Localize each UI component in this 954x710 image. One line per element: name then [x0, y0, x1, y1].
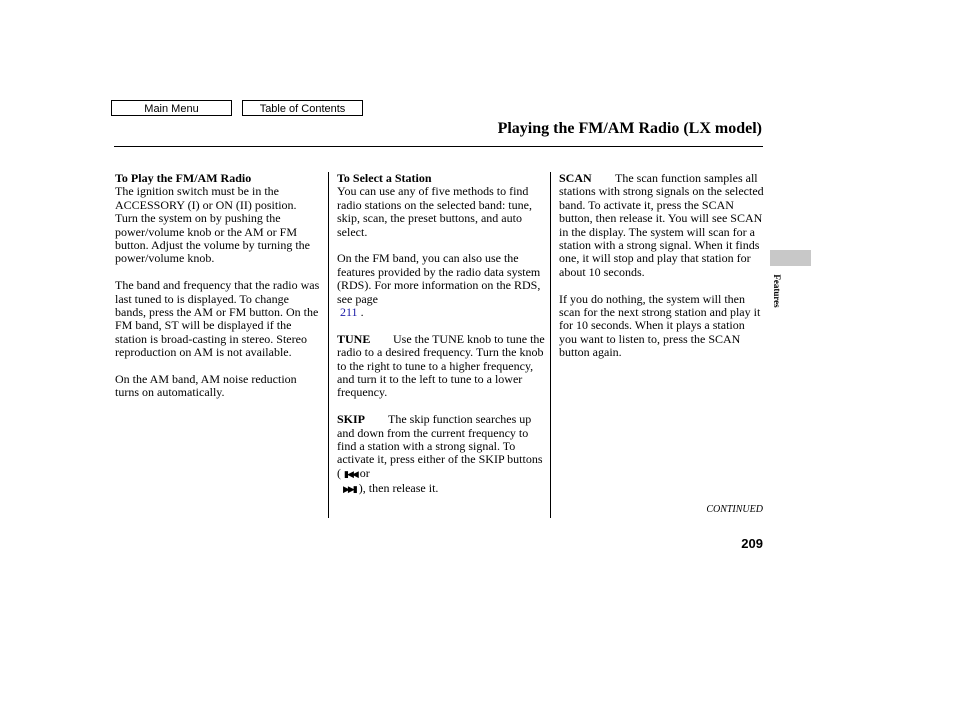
paragraph-scan [559, 172, 764, 279]
tune-heading: TUNE [337, 331, 371, 346]
section-tab-marker [770, 250, 811, 266]
column-divider [328, 172, 329, 518]
section-heading-select-station: To Select a Station [337, 171, 432, 185]
table-of-contents-button[interactable]: Table of Contents [242, 100, 363, 116]
paragraph-tune [337, 333, 547, 400]
rds-period: . [360, 305, 364, 320]
main-menu-button[interactable]: Main Menu [111, 100, 232, 116]
rds-text: On the FM band, you can also use the features provided by the radio data system (RDS). For more information on the RDS, see page [337, 251, 541, 306]
page-number: 209 [741, 536, 763, 551]
paragraph-band-frequency: The band and frequency that the radio was last tuned to is displayed. To change bands, press the AM or FM button. On the FM band, ST will be displayed if the station is broad-casting in stereo. Stereo reproduction on AM is not available. [115, 278, 320, 360]
continued-note: CONTINUED [706, 504, 763, 515]
section-tab-label [767, 266, 787, 316]
paragraph-rds [337, 252, 547, 319]
skip-text: The skip function searches up and down from the current frequency to find a station with a strong signal. To activate it, press either of the SKIP buttons ( [337, 412, 543, 480]
column-scan [559, 172, 764, 360]
page-title: Playing the FM/AM Radio (LX model) [497, 120, 762, 137]
skip-back-icon: ▮◀◀ [344, 469, 357, 480]
section-tab-text: Features [772, 274, 782, 308]
title-divider [114, 146, 763, 147]
page-link-211[interactable]: 211 [340, 305, 358, 320]
column-select-station [337, 172, 547, 498]
column-play-radio [115, 172, 320, 400]
paragraph-five-methods: You can use any of five methods to find radio stations on the selected band: tune, skip, scan, the preset buttons, and auto select. [337, 184, 532, 239]
skip-forward-icon: ▶▶▮ [343, 485, 356, 496]
skip-heading: SKIP [337, 412, 366, 427]
paragraph-skip [337, 413, 547, 497]
paragraph-noise-reduction: On the AM band, AM noise reduction turns on automatically. [115, 372, 297, 400]
skip-end: ), then release it. [358, 481, 439, 496]
section-heading-play-radio: To Play the FM/AM Radio [115, 171, 252, 185]
column-divider [550, 172, 551, 518]
skip-or: or [359, 465, 370, 480]
paragraph-ignition: The ignition switch must be in the ACCESSORY (I) or ON (II) position. Turn the system on by pushing the power/volume knob or the AM or FM button. Adjust the volume by turning the power/volume knob. [115, 184, 310, 266]
scan-heading: SCAN [559, 171, 592, 185]
tune-text: Use the TUNE knob to tune the radio to a desired frequency. Turn the knob to the right to tune to a higher frequency, and turn it to the left to tune to a lower frequency. [337, 331, 545, 400]
scan-text: The scan function samples all stations with strong signals on the selected band. To activate it, press the SCAN button, then release it. You will see SCAN in the display. The system will scan for a station with a strong signal. When it finds one, it will stop and play that station for about 10 seconds. [559, 171, 764, 279]
paragraph-scan-continue: If you do nothing, the system will then scan for the next strong station and play it for 10 seconds. When it plays a station you want to listen to, press the SCAN button again. [559, 291, 761, 360]
